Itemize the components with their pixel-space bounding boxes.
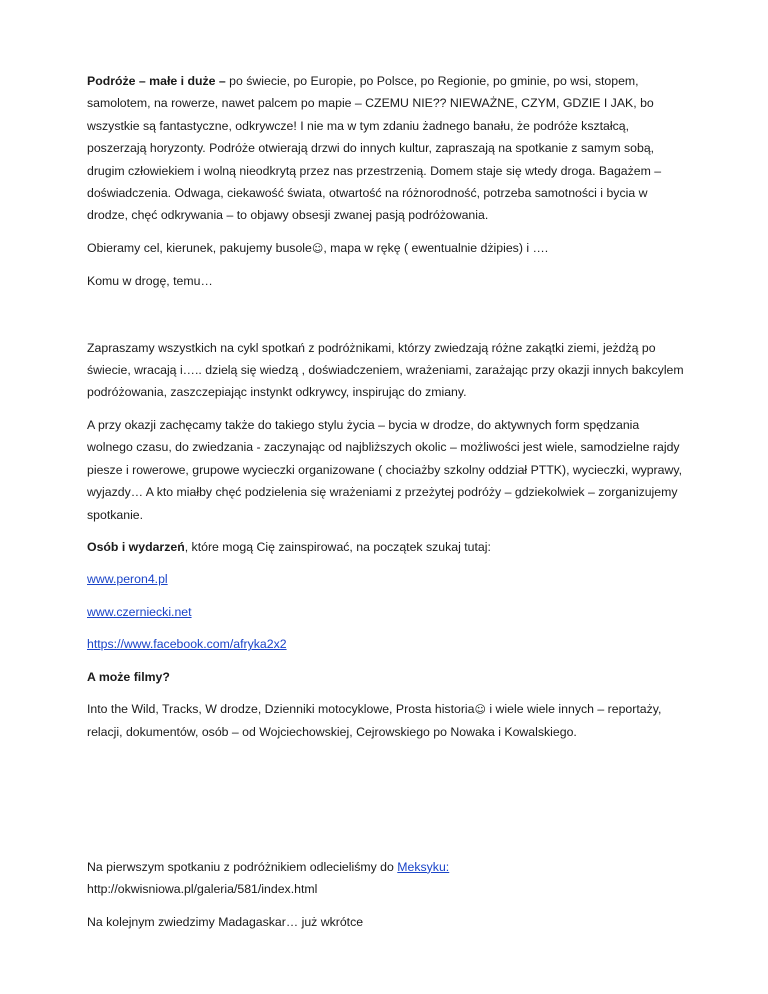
- link-czerniecki[interactable]: www.czerniecki.net: [87, 604, 192, 619]
- link-meksyk[interactable]: Meksyku:: [397, 859, 450, 874]
- saying-paragraph: Komu w drogę, temu…: [87, 274, 213, 289]
- inspiration-bold: Osób i wydarzeń: [87, 539, 185, 554]
- films-paragraph: [87, 698, 687, 744]
- spacer: [87, 303, 687, 337]
- packing-text-end: , mapa w rękę ( ewentualnie dżipies) i ….: [323, 240, 549, 255]
- spacer: [87, 754, 687, 856]
- smiley-icon: ☺: [474, 702, 486, 716]
- link-facebook-afryka[interactable]: https://www.facebook.com/afryka2x2: [87, 637, 287, 652]
- first-meeting-paragraph: [87, 856, 687, 901]
- films-heading-text: A może filmy?: [87, 669, 170, 684]
- packing-paragraph: [87, 237, 687, 260]
- link-paragraph: [87, 568, 687, 590]
- link-paragraph: [87, 633, 687, 655]
- smiley-icon: ☺: [311, 241, 324, 255]
- invite-paragraph: Zapraszamy wszystkich na cykl spotkań z podróżnikami, którzy zwiedzają różne zakątki ziemi, jeżdżą po świecie, wracają i….. dzielą się wiedzą , doświadczeniem, wrażeniami, zarażając przy okazji innych bakcylem podróżowania, zaszczepiając instynkt odkrywcy, inspirując do zmiany.: [87, 340, 684, 400]
- films-text-start: Into the Wild, Tracks, W drodze, Dzienniki motocyklowe, Prosta historia: [87, 701, 475, 716]
- films-heading: [87, 666, 687, 688]
- link-peron4[interactable]: www.peron4.pl: [87, 572, 168, 587]
- inspiration-text: , które mogą Cię zainspirować, na początek szukaj tutaj:: [184, 539, 491, 554]
- link-paragraph: [87, 601, 687, 623]
- intro-text: po świecie, po Europie, po Polsce, po Regionie, po gminie, po wsi, stopem, samolotem, na rowerze, nawet palcem po mapie – CZEMU NIE?? NIEWAŻNE, CZYM, GDZIE I JAK, bo wszystkie są fantastyczne, odkrywcze! I nie ma w tym zdaniu żadnego banału, że podróże kształcą, poszerzają horyzonty. Podróże otwierają drzwi do innych kultur, zapraszają na spotkanie z samym sobą, drugim człowiekiem i wolną nieodkrytą przez nas przestrzenią. Domem staje się wtedy droga. Bagażem – doświadczenia. Odwaga, ciekawość świata, otwartość na różnorodność, potrzeba samotności i bycia w drodze, chęć odkrywania – to objawy obsesji zwanej pasją podróżowania.: [87, 74, 662, 223]
- packing-text-start: Obieramy cel, kierunek, pakujemy busole: [87, 240, 312, 255]
- intro-bold-lead: Podróże – małe i duże –: [87, 74, 226, 88]
- next-meeting-paragraph: Na kolejnym zwiedzimy Madagaskar… już wkrótce: [87, 914, 364, 929]
- document-page: [87, 70, 687, 943]
- first-meeting-text: Na pierwszym spotkaniu z podróżnikiem odlecieliśmy do: [87, 859, 398, 874]
- intro-paragraph: [87, 70, 687, 227]
- lifestyle-paragraph: A przy okazji zachęcamy także do takiego stylu życia – bycia w drodze, do aktywnych form spędzania wolnego czasu, do zwiedzania - zaczynając od najbliższych okolic – możliwości jest wiele, samodzielne rajdy piesze i rowerowe, grupowe wycieczki organizowane ( chociażby szkolny oddział PTTK), wycieczki, wyprawy, wyjazdy… A kto miałby chęć podzielenia się wrażeniami z przeżytej podróży – gdziekolwiek – zorganizujemy spotkanie.: [87, 417, 683, 522]
- gallery-url-text: http://okwisniowa.pl/galeria/581/index.html: [87, 882, 318, 897]
- inspiration-paragraph: [87, 536, 687, 558]
- films-text-end: i wiele wiele innych – reportaży, relacji, dokumentów, osób – od Wojciechowskiej, Cejrowskiego po Nowaka i Kowalskiego.: [87, 701, 662, 740]
